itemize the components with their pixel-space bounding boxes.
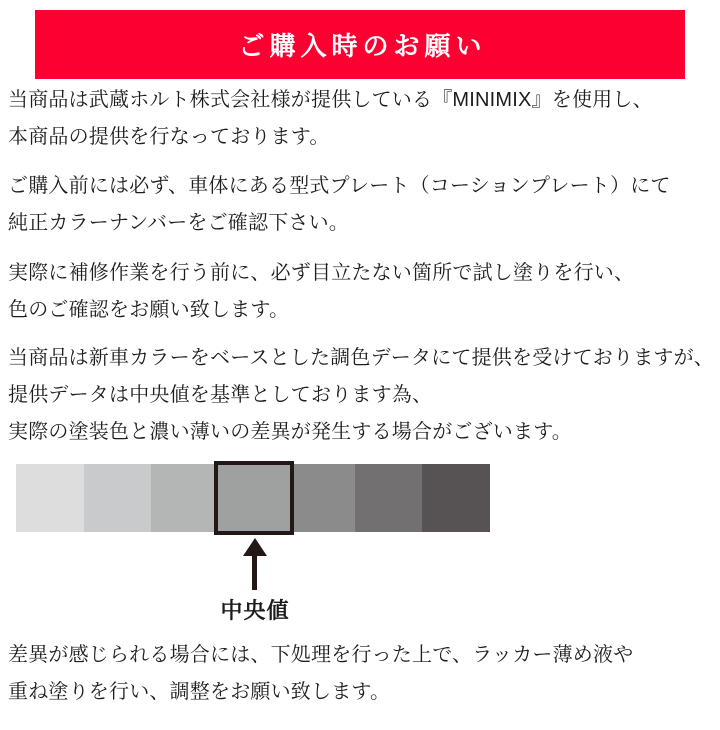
text-line: 差異が感じられる場合には、下処理を行った上で、ラッカー薄め液や <box>8 644 634 666</box>
paragraph-adjustment <box>8 637 720 711</box>
color-swatch-3 <box>151 464 219 532</box>
banner <box>35 10 685 79</box>
text-line: 純正カラーナンバーをご確認下さい。 <box>8 212 349 234</box>
text-line: 実際に補修作業を行う前に、必ず目立たない箇所で試し塗りを行い、 <box>8 262 635 284</box>
text-line: 当商品は武蔵ホルト株式会社様が提供している『MINIMIX』を使用し、 <box>8 89 653 111</box>
banner-title: ご購入時のお願い <box>238 31 487 61</box>
up-arrow-shaft <box>252 554 257 590</box>
color-swatch-5 <box>287 464 355 532</box>
text-line: 本商品の提供を行なっております。 <box>8 126 330 148</box>
paragraph-test-paint <box>8 255 720 329</box>
median-label: 中央値 <box>220 598 290 623</box>
paragraph-minimix <box>8 82 720 156</box>
text-line: ご購入前には必ず、車体にある型式プレート（コーションプレート）にて <box>8 175 671 197</box>
text-line: 提供データは中央値を基準としております為、 <box>8 384 433 406</box>
paragraph-median-basis <box>8 340 720 451</box>
text-line: 色のご確認をお願い致します。 <box>8 299 290 321</box>
gray-scale-figure <box>0 464 720 622</box>
color-swatch-7 <box>422 464 490 532</box>
median-highlight-frame <box>214 461 294 535</box>
color-swatch-1 <box>16 464 84 532</box>
text-line: 重ね塗りを行い、調整をお願い致します。 <box>8 681 391 703</box>
color-swatch-2 <box>84 464 152 532</box>
color-swatch-6 <box>355 464 423 532</box>
paragraph-color-number-check <box>8 168 720 242</box>
text-line: 実際の塗装色と濃い薄いの差異が発生する場合がございます。 <box>8 421 572 443</box>
text-line: 当商品は新車カラーをベースとした調色データにて提供を受けておりますが、 <box>8 347 714 369</box>
page <box>0 10 720 730</box>
